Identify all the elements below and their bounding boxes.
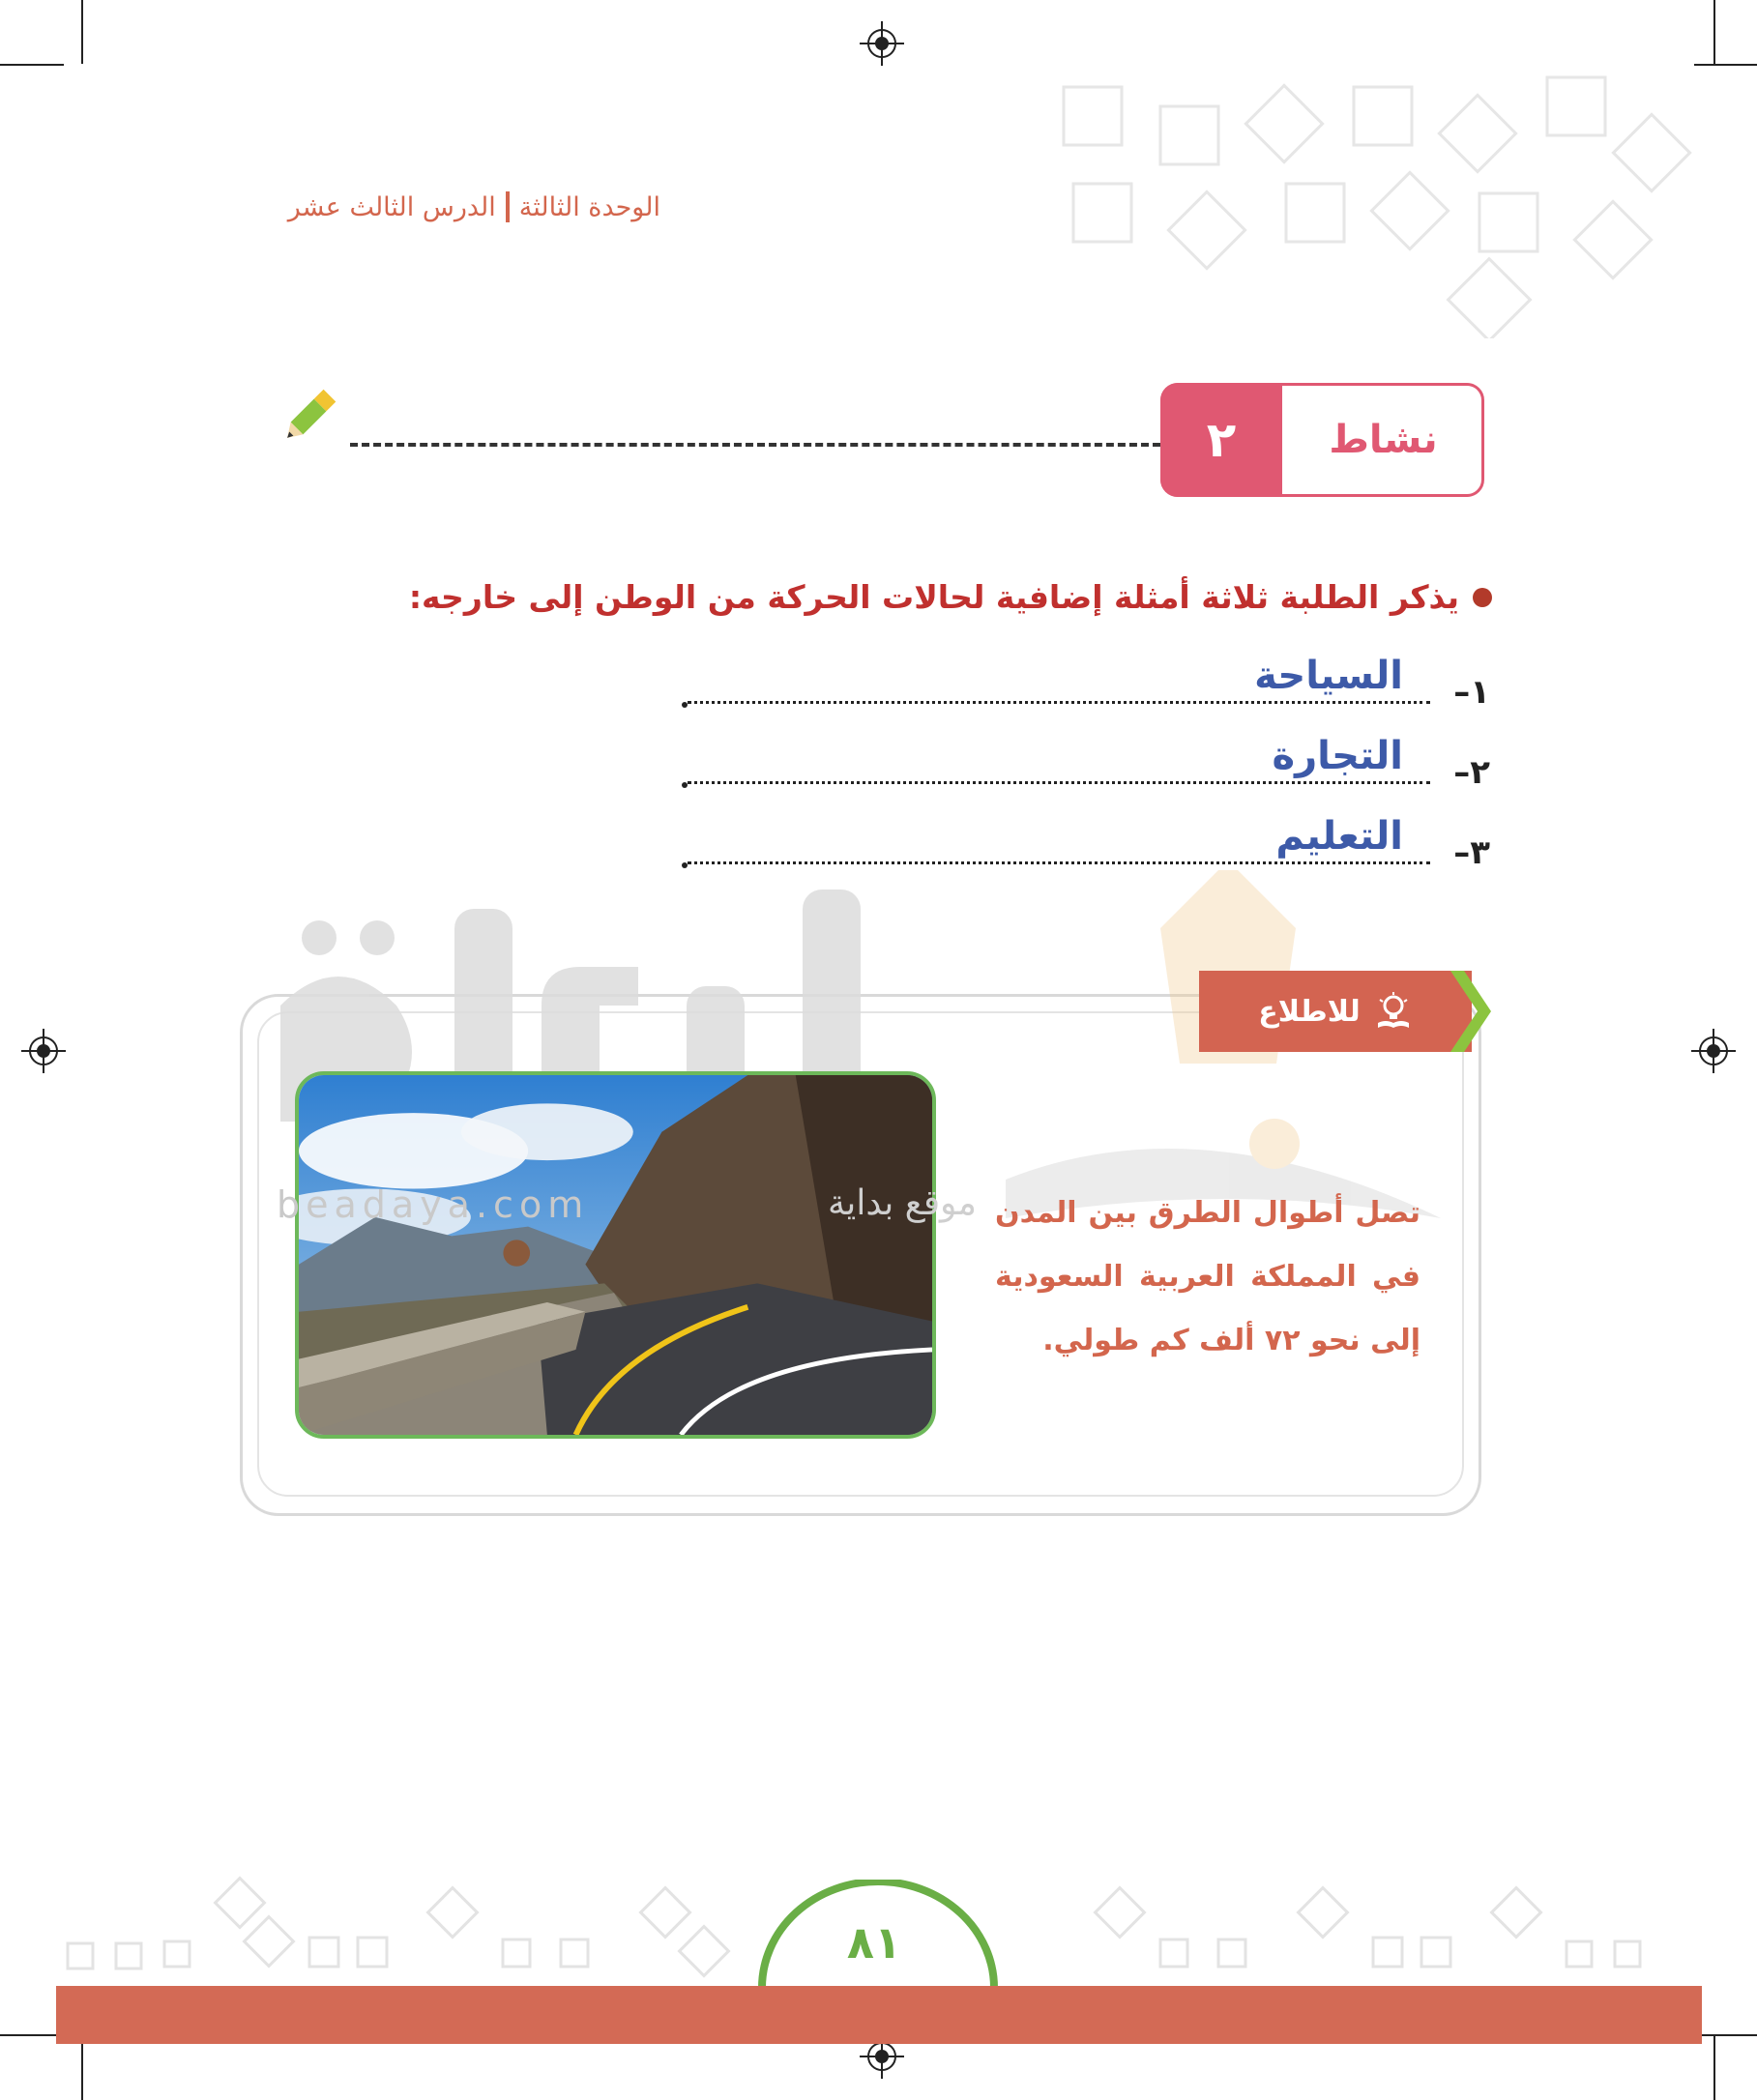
activity-number: ٢ [1160, 383, 1282, 497]
bullet-icon [1473, 588, 1492, 607]
info-text: تصل أطوال الطرق بين المدن في المملكة العربية السعودية إلى نحو ٧٢ ألف كم طولي. [995, 1196, 1420, 1357]
answer-text[interactable]: التعليم [1275, 814, 1403, 859]
crop-mark [1713, 2036, 1715, 2100]
pencil-icon [277, 385, 340, 449]
crop-mark [81, 0, 83, 64]
crop-mark [0, 64, 64, 66]
answer-end-dot [682, 782, 688, 788]
answer-line [688, 781, 1430, 784]
answer-end-dot [682, 862, 688, 868]
registration-mark-icon [867, 2042, 896, 2071]
answer-row [688, 730, 1490, 798]
chevron-icon [1450, 971, 1491, 1052]
footer-band [56, 1986, 1702, 2044]
answer-line [688, 861, 1430, 864]
question [329, 578, 1492, 616]
page-number: ٨١ [846, 1916, 902, 1969]
registration-mark-icon [29, 1036, 58, 1065]
answer-number: ٣– [1453, 833, 1490, 872]
road-photo [295, 1071, 936, 1439]
registration-mark-icon [867, 29, 896, 58]
lesson-title: الدرس الثالث عشر [287, 191, 496, 222]
activity-label: نشاط [1329, 418, 1438, 462]
lightbulb-book-icon [1374, 992, 1413, 1031]
crop-mark [0, 2034, 64, 2036]
activity-divider [350, 443, 1160, 447]
info-tab-label: للاطلاع [1258, 994, 1361, 1029]
watermark-site-label: موقع بداية [828, 1183, 977, 1223]
answer-number: ٢– [1453, 753, 1490, 792]
answer-row [688, 810, 1490, 878]
breadcrumb-separator [506, 191, 510, 222]
answer-end-dot [682, 702, 688, 708]
breadcrumb [288, 191, 660, 222]
registration-mark-icon [1699, 1036, 1728, 1065]
crop-mark [81, 2036, 83, 2100]
unit-title: الوحدة الثالثة [518, 191, 660, 222]
crop-mark [1694, 2034, 1757, 2036]
answer-number: ١– [1453, 673, 1490, 712]
answer-text[interactable]: السياحة [1254, 654, 1403, 698]
answer-row [688, 650, 1490, 717]
question-text: يذكر الطلبة ثلاثة أمثلة إضافية لحالات الحركة من الوطن إلى خارجه: [408, 578, 1459, 616]
answer-text[interactable]: التجارة [1272, 734, 1403, 778]
answer-line [688, 701, 1430, 704]
decorative-pattern [1044, 48, 1721, 338]
info-tab [1199, 971, 1472, 1052]
watermark-url: beadaya.com [277, 1183, 590, 1226]
